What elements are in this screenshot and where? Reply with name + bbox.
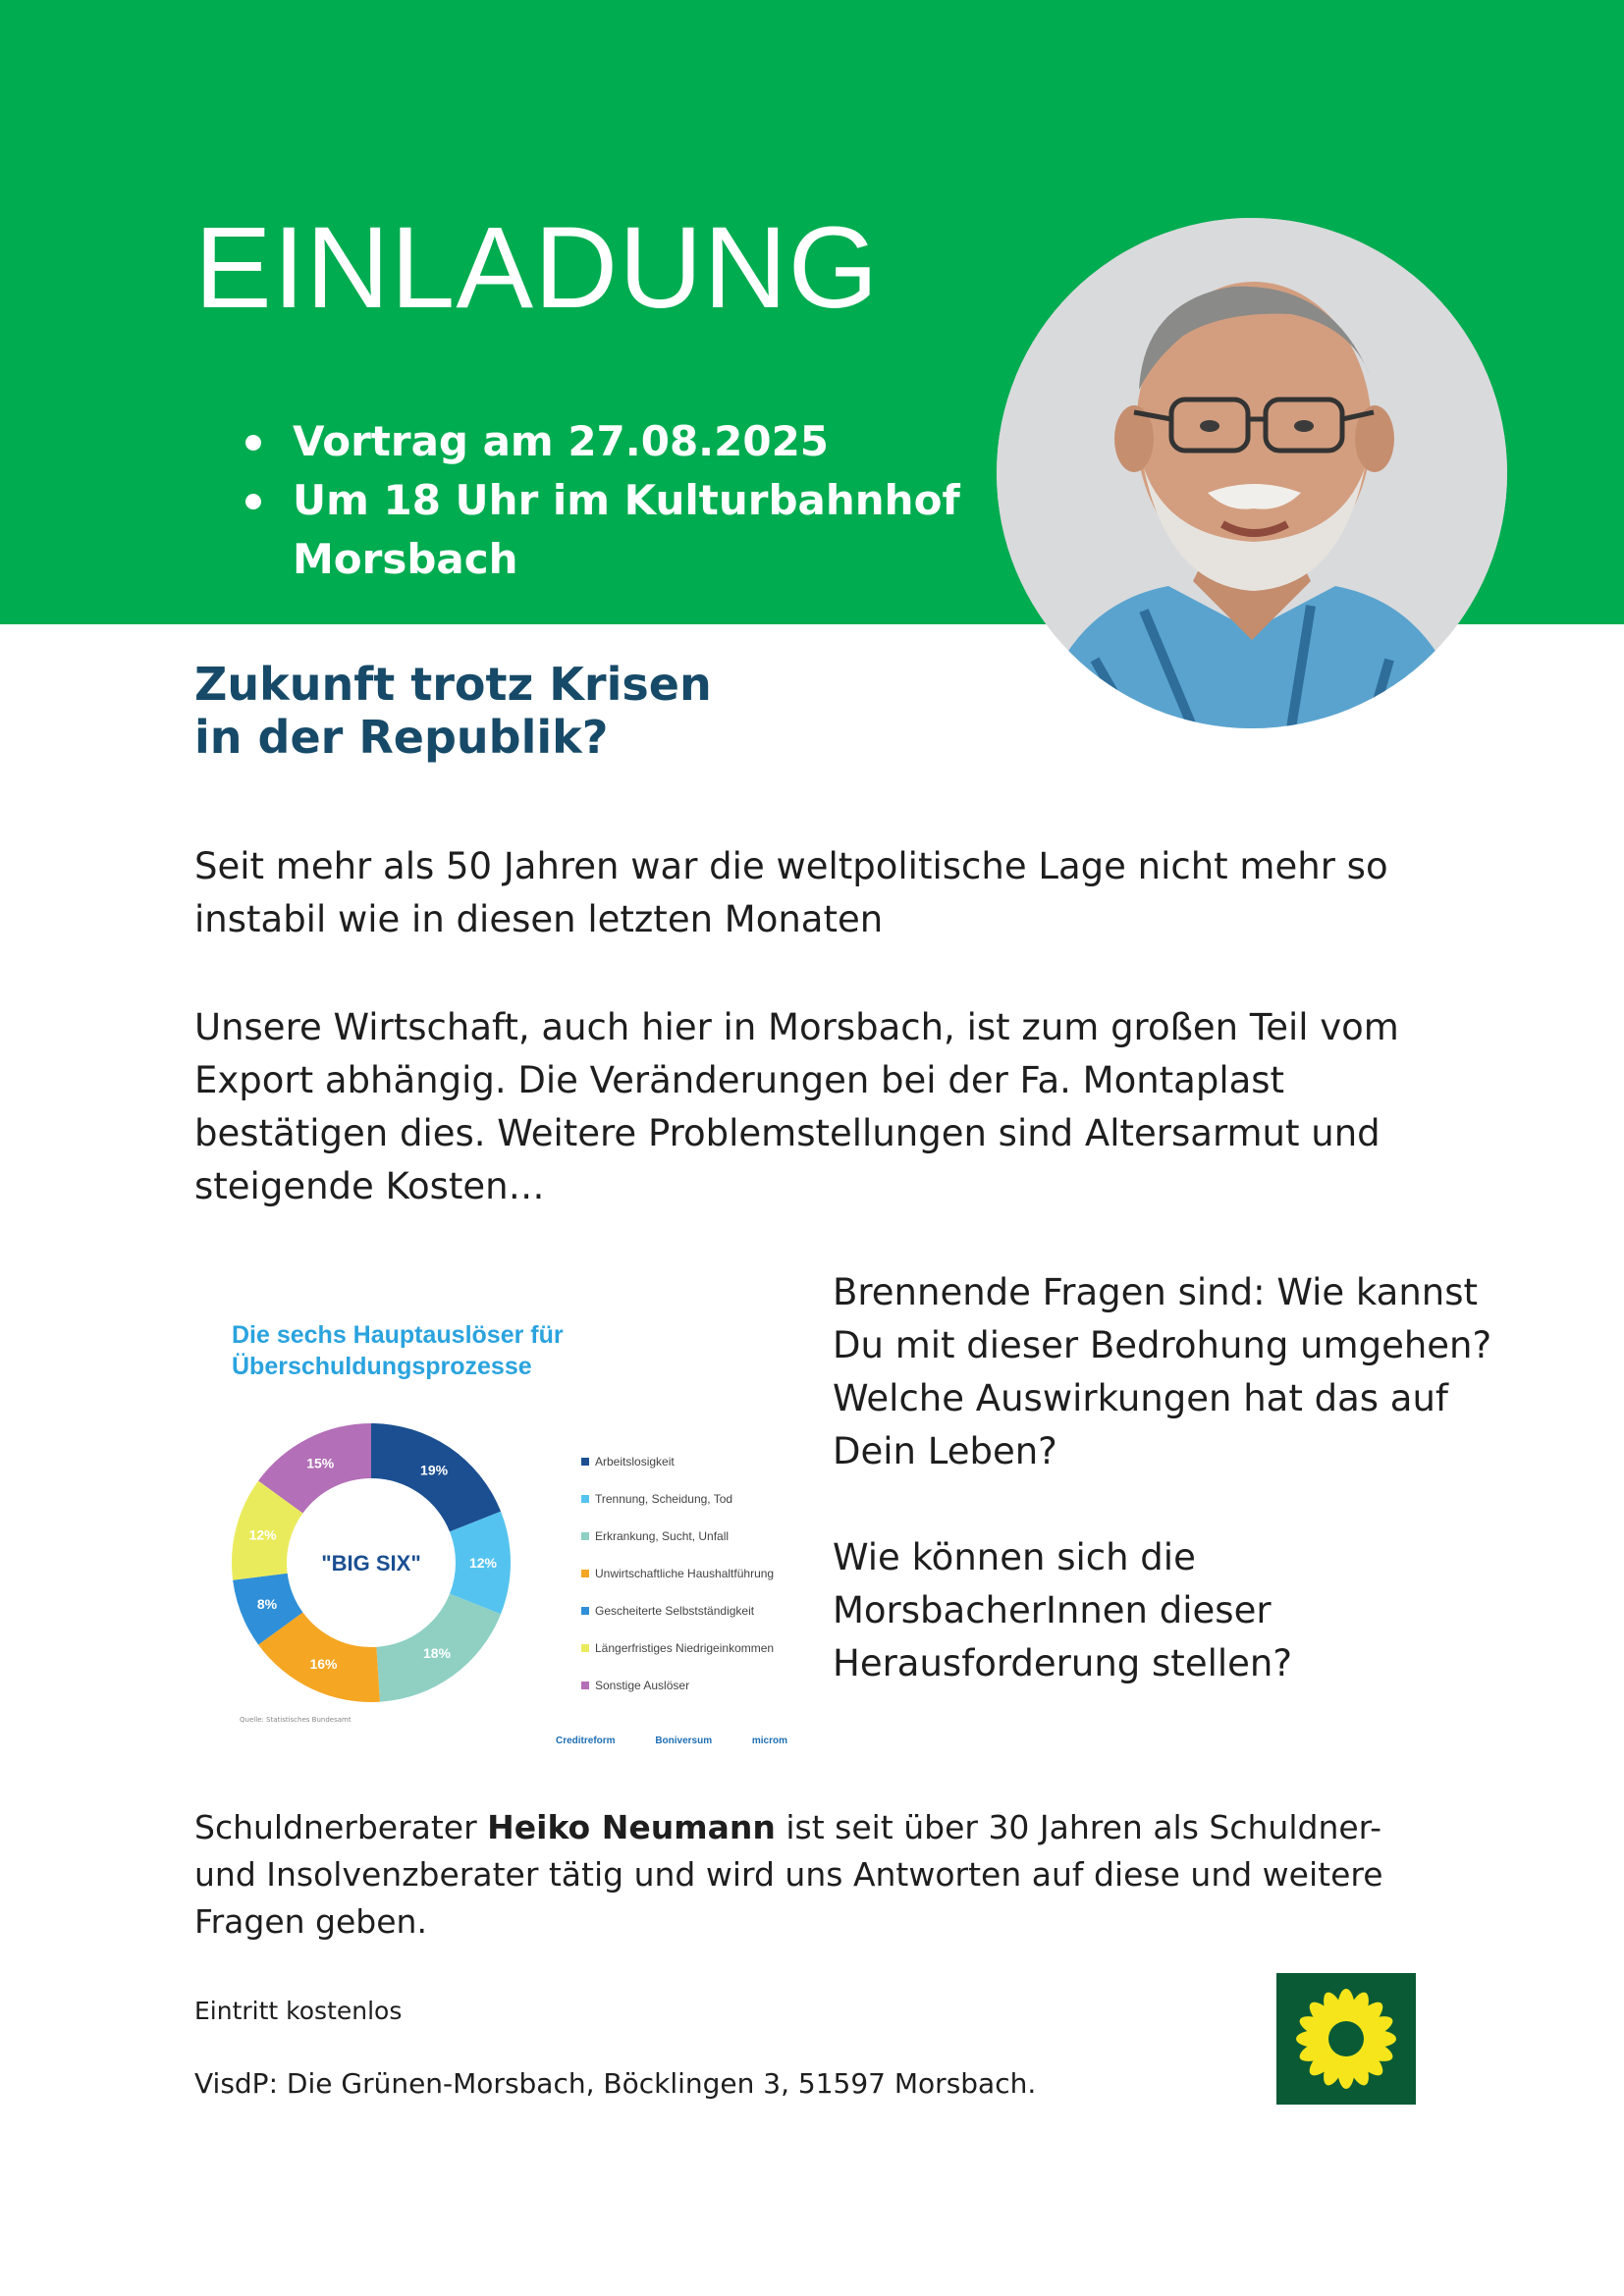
legend-label-4: Gescheiterte Selbstständigkeit [595,1604,755,1618]
page-title: EINLADUNG [194,203,880,333]
legend-swatch-5 [581,1644,589,1652]
bio-prefix: Schuldnerberater [194,1808,488,1846]
donut-slice-label-0: 19% [420,1462,449,1478]
event-location-item: Um 18 Uhr im Kulturbahnhof Morsbach [245,471,992,589]
speaker-name: Heiko Neumann [487,1808,776,1846]
speaker-photo [997,218,1507,728]
legend-label-1: Trennung, Scheidung, Tod [595,1492,733,1506]
legend-label-3: Unwirtschaftliche Haushaltführung [595,1567,775,1580]
legend-item-1 [581,1492,778,1529]
chart-legend [581,1455,778,1716]
donut-slice-label-4: 8% [256,1595,278,1612]
chart-brand-logos [556,1735,787,1746]
legend-swatch-1 [581,1495,589,1503]
legend-label-0: Arbeitslosigkeit [595,1455,675,1468]
brand-creditreform: Creditreform [556,1735,616,1746]
visdp-imprint: VisdP: Die Grünen-Morsbach, Böcklingen 3, 51597 Morsbach. [194,2067,1037,2100]
sunflower-icon [1276,1973,1416,2105]
donut-slice-label-1: 12% [468,1555,498,1571]
brand-microm: microm [751,1735,787,1746]
entry-fee-note: Eintritt kostenlos [194,1997,403,2025]
topic-heading-line1: Zukunft trotz Krisen [194,658,712,711]
intro-paragraph: Seit mehr als 50 Jahren war die weltpolitische Lage nicht mehr so instabil wie in diesen letzten Monaten [194,845,1388,940]
chart-title: Die sechs Hauptauslöser für Überschuldungsprozesse [232,1321,564,1380]
legend-item-4 [581,1604,778,1641]
legend-label-2: Erkrankung, Sucht, Unfall [595,1529,730,1543]
speaker-bio [194,1804,1412,1946]
economy-paragraph: Unsere Wirtschaft, auch hier in Morsbach, ist zum großen Teil vom Export abhängig. Die Veränderungen bei der Fa. Montaplast bestätigen dies. Weitere Problemstellungen sind Altersarmut und steigende Kosten… [194,1006,1399,1207]
legend-item-6 [581,1679,778,1716]
event-details-list [245,412,992,589]
chart-source: Quelle: Statistisches Bundesamt [240,1716,352,1724]
donut-slice-label-5: 12% [248,1526,277,1543]
legend-swatch-6 [581,1682,589,1689]
donut-slice-label-3: 16% [309,1656,338,1673]
legend-label-5: Längerfristiges Niedrigeinkommen [595,1641,775,1655]
legend-item-5 [581,1641,778,1679]
legend-item-0 [581,1455,778,1492]
questions-paragraph-1: Brennende Fragen sind: Wie kannst Du mit dieser Bedrohung umgehen? Welche Auswirkungen hat das auf Dein Leben? [833,1271,1492,1472]
speaker-portrait-illustration [997,218,1507,728]
questions-paragraph-2: Wie können sich die MorsbacherInnen dieser Herausforderung stellen? [833,1536,1292,1684]
brand-boniversum: Boniversum [655,1735,713,1746]
donut-slice-label-6: 15% [306,1455,335,1471]
questions-block [833,1266,1520,1690]
legend-swatch-3 [581,1570,589,1577]
event-date-item: Vortrag am 27.08.2025 [245,412,992,471]
donut-slice-label-2: 18% [422,1645,452,1662]
topic-heading-line2: in der Republik? [194,711,609,764]
legend-label-6: Sonstige Auslöser [595,1679,690,1692]
topic-heading [194,658,712,764]
legend-swatch-4 [581,1607,589,1615]
donut-chart [224,1415,518,1710]
legend-swatch-2 [581,1532,589,1540]
legend-item-3 [581,1567,778,1604]
bio-suffix: ist seit über 30 Jahren als Schuldner- und Insolvenzberater tätig und wird uns Antworten auf diese und weitere Fragen geben. [194,1808,1383,1941]
legend-item-2 [581,1529,778,1567]
legend-swatch-0 [581,1458,589,1466]
green-party-logo [1276,1973,1416,2105]
overindebtedness-chart [218,1306,787,1767]
donut-center-label: "BIG SIX" [321,1551,421,1575]
